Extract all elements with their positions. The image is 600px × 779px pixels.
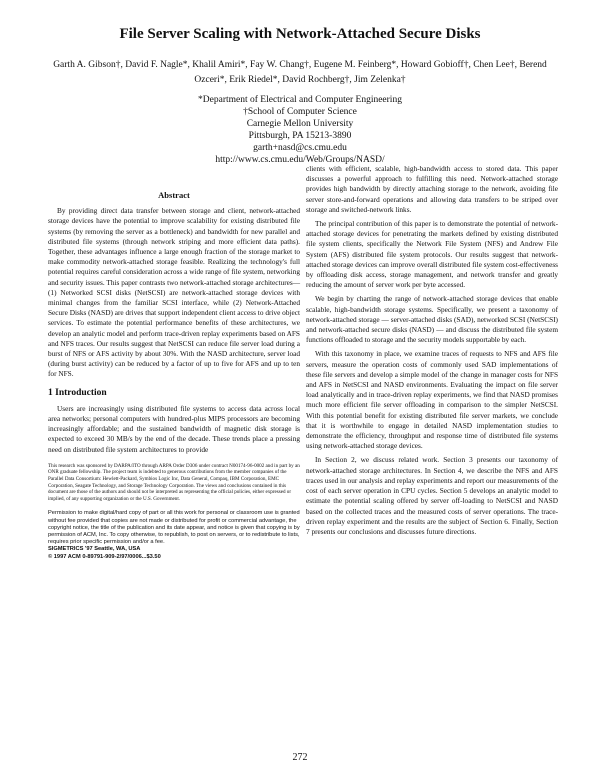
paper-title: File Server Scaling with Network-Attached Secure Disks — [119, 26, 481, 42]
right-paragraph-2: The principal contribution of this paper is to demonstrate the potential of network-attached storage devices for penetrating the markets defined by existing distributed file system clients, specifically the Network File System (NFS) and Andrew File System (AFS) distributed file system protocols. Our results suggest that network-attached storage devices can improve overall distributed file system cost-effectiveness by offloading disk access, storage management, and network transfer and greatly reducing the amount of server work per byte accessed. — [306, 219, 558, 290]
funding-footnote — [48, 463, 300, 503]
affiliation-block — [100, 94, 500, 166]
copyright-notice — [48, 510, 300, 560]
right-column — [306, 164, 558, 541]
page-number: 272 — [292, 752, 308, 763]
affiliation-city: Pittsburgh, PA 15213-3890 — [248, 131, 352, 141]
abstract-text: By providing direct data transfer between storage and client, network-attached storage devices have the potential to improve scalability for existing distributed file systems (by removing the server as a bottleneck) and bandwidth for new parallel and distributed file systems (through network striping and more efficient data paths). Together, these advantages influence a large enough fraction of the storage market to make commodity network-attached storage feasible. Realizing the technology's full potential requires careful consideration across a wide range of file system, networking and security issues. This paper contrasts two network-attached storage architectures—(1) Networked SCSI disks (NetSCSI) are network-attached storage devices with minimal changes from the familiar SCSI interface, while (2) Network-Attached Secure Disks (NASD) are drives that support independent client access to drive object services. To estimate the potential performance benefits of these architectures, we develop an analytic model and perform trace-driven replay experiments based on AFS and NFS traces. Our results suggest that NetSCSI can reduce file server load during a burst of NFS or AFS activity by about 30%. With the NASD architecture, server load (during burst activity) can be reduced by a factor of up to five for AFS and up to ten for NFS. — [48, 206, 300, 379]
project-url: http://www.cs.cmu.edu/Web/Groups/NASD/ — [215, 155, 385, 165]
left-column — [48, 190, 300, 561]
abstract-heading: Abstract — [158, 190, 190, 200]
right-paragraph-3: We begin by charting the range of network-attached storage devices that enable scalable, high-bandwidth storage systems. Specifically, we present a taxonomy of network-attached storage — server-attached disks (SAD), networked SCSI (NetSCSI) and network-attached secure disks (NASD) — and discuss the distributed file system functions offloaded to storage and the security models supportable by each. — [306, 294, 558, 345]
right-paragraph-4: With this taxonomy in place, we examine traces of requests to NFS and AFS file servers, measure the operation costs of commonly used SAD implementations of these file servers and develop a simple model of the change in manager costs for NFS and AFS in NetSCSI and NASD environments. Evaluating the impact on file server load analytically and in trace-driven replay experiments, we find that NASD promises much more efficient file server offloading in comparison to the simpler NetSCSI. With this potential benefit for existing distributed file server markets, we conclude that it is worthwhile to engage in detailed NASD implementation studies to demonstrate the efficiency, throughput and response time of distributed file systems using network-attached storage devices. — [306, 349, 558, 451]
funding-footnote-text: This research was sponsored by DARPA/ITO through ARPA Order D306 under contract N00174-96-0002 and in part by an ONR graduate fellowship. The project team is indebted to generous contributions from the member companies of the Parallel Data Consortium: Hewlett-Packard, Symbios Logic Inc, Data General, Compaq, IBM Corporation, EMC Corporation, Seagate Technology, and Storage Technology Corporation. The views and conclusions contained in this document are those of the authors and should not be interpreted as representing the official policies, either expressed or implied, of any supporting organization or the U.S. Government. — [48, 462, 300, 502]
permission-text: Permission to make digital/hard copy of part or all this work for personal or classroom use is granted without fee provided that copies are not made or distributed for profit or commercial advantage, the copyright notice, the title of the publication and its date appear, and notice is given that copying is by permission of ACM, Inc. To copy otherwise, to republish, to post on servers, or to redistribute to lists, requires prior specific permission and/or a fee. — [48, 510, 300, 546]
isbn-line: © 1997 ACM 0-89791-909-2/97/0006...$3.50 — [48, 553, 161, 560]
introduction-heading: 1 Introduction — [48, 387, 107, 398]
right-paragraph-5: In Section 2, we discuss related work. Section 3 presents our taxonomy of network-attached storage architectures. In Section 4, we describe the NFS and AFS traces used in our analysis and replay experiments and report our measurements of the cost of each server operation in CPU cycles. Section 5 develops an analytic model to estimate the potential scaling offered by server off-loading to NetSCSI and NASD based on the collected traces and the measured costs of server operations. The trace-driven replay experiment and the results are the subject of Section 6. Finally, Section 7 presents our conclusions and discusses future directions. — [306, 455, 558, 536]
author-list: Garth A. Gibson†, David F. Nagle*, Khalil Amiri*, Fay W. Chang†, Eugene M. Feinberg*, Howard Gobioff†, Chen Lee†, Berend Ozceri*, Erik Riedel*, David Rochberg†, Jim Zelenka† — [53, 60, 547, 85]
affiliation-department: *Department of Electrical and Computer Engineering — [198, 95, 402, 105]
contact-email: garth+nasd@cs.cmu.edu — [253, 143, 347, 153]
conference-line: SIGMETRICS '97 Seattle, WA, USA — [48, 546, 141, 553]
affiliation-school: †School of Computer Science — [243, 107, 357, 117]
right-paragraph-1: clients with efficient, scalable, high-bandwidth access to stored data. This paper discusses a powerful approach to fulfilling this need. Network-attached storage provides high bandwidth by directly attaching storage to the network, avoiding file server store-and-forward operations and allowing data transfers to be striped over storage and switched-network links. — [306, 164, 558, 214]
affiliation-university: Carnegie Mellon University — [246, 119, 354, 129]
introduction-paragraph: Users are increasingly using distributed file systems to access data across local area networks; personal computers with hundred-plus MIPS processors are becoming increasingly affordable; and the sustained bandwidth of magnetic disk storage is expected to exceed 30 MB/s by the end of the decade. These trends place a pressing need on distributed file system architectures to provide — [48, 403, 300, 454]
